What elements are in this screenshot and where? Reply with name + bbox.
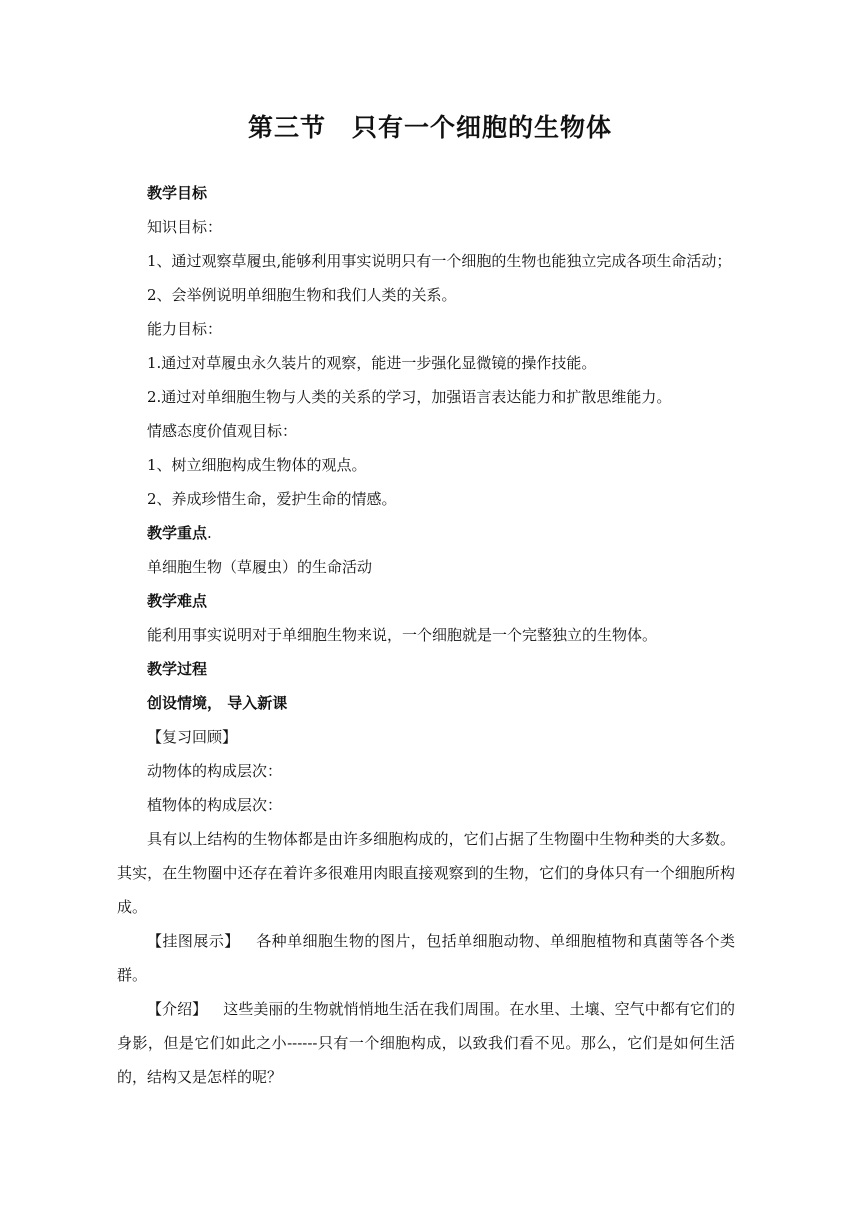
heading-key-point-dot: . <box>207 524 212 542</box>
lesson-title: 第三节 只有一个细胞的生物体 <box>247 113 612 142</box>
ability-goal-label: 能力目标： <box>147 320 223 338</box>
intro-paragraph <box>117 992 735 1094</box>
ability-goal-2: 2.通过对单细胞生物与人类的关系的学习，加强语言表达能力和扩散思维能力。 <box>147 388 672 406</box>
animal-levels: 动物体的构成层次： <box>147 762 283 780</box>
intro-tag: 【介绍】 <box>147 1000 208 1018</box>
review-tag: 【复习回顾】 <box>147 728 238 746</box>
lesson-body <box>117 176 735 1094</box>
heading-difficulty: 教学难点 <box>147 592 208 610</box>
knowledge-goal-1: 1、通过观察草履虫,能够利用事实说明只有一个细胞的生物也能独立完成各项生命活动； <box>147 252 732 270</box>
difficulty-text: 能利用事实说明对于单细胞生物来说，一个细胞就是一个完整独立的生物体。 <box>147 626 658 644</box>
plant-levels: 植物体的构成层次： <box>147 796 283 814</box>
heading-teaching-process: 教学过程 <box>147 660 208 678</box>
heading-teaching-goals: 教学目标 <box>147 184 208 202</box>
key-point-text: 单细胞生物（草履虫）的生命活动 <box>147 558 373 576</box>
heading-key-point-line <box>117 516 735 550</box>
emotion-goal-label: 情感态度价值观目标： <box>147 422 298 440</box>
intro-text: 这些美丽的生物就悄悄地生活在我们周围。在水里、土壤、空气中都有它们的身影，但是它们如此之小------只有一个细胞构成，以致我们看不见。那么，它们是如何生活的，结构又是怎样的呢？ <box>117 1000 735 1086</box>
emotion-goal-2: 2、养成珍惜生命，爱护生命的情感。 <box>147 490 397 508</box>
heading-scenario-intro: 创设情境， 导入新课 <box>147 694 288 712</box>
wall-chart-text: 各种单细胞生物的图片，包括单细胞动物、单细胞植物和真菌等各个类群。 <box>117 932 735 984</box>
knowledge-goal-label: 知识目标： <box>147 218 223 236</box>
wall-chart-tag: 【挂图展示】 <box>147 932 240 950</box>
emotion-goal-1: 1、树立细胞构成生物体的观点。 <box>147 456 367 474</box>
paragraph-multicellular: 具有以上结构的生物体都是由许多细胞构成的，它们占据了生物圈中生物种类的大多数。其实，在生物圈中还存在着许多很难用肉眼直接观察到的生物，它们的身体只有一个细胞所构成。 <box>117 830 735 916</box>
wall-chart-paragraph <box>117 924 735 992</box>
ability-goal-1: 1.通过对草履虫永久装片的观察，能进一步强化显微镜的操作技能。 <box>147 354 597 372</box>
heading-key-point: 教学重点 <box>147 524 208 542</box>
knowledge-goal-2: 2、会举例说明单细胞生物和我们人类的关系。 <box>147 286 457 304</box>
